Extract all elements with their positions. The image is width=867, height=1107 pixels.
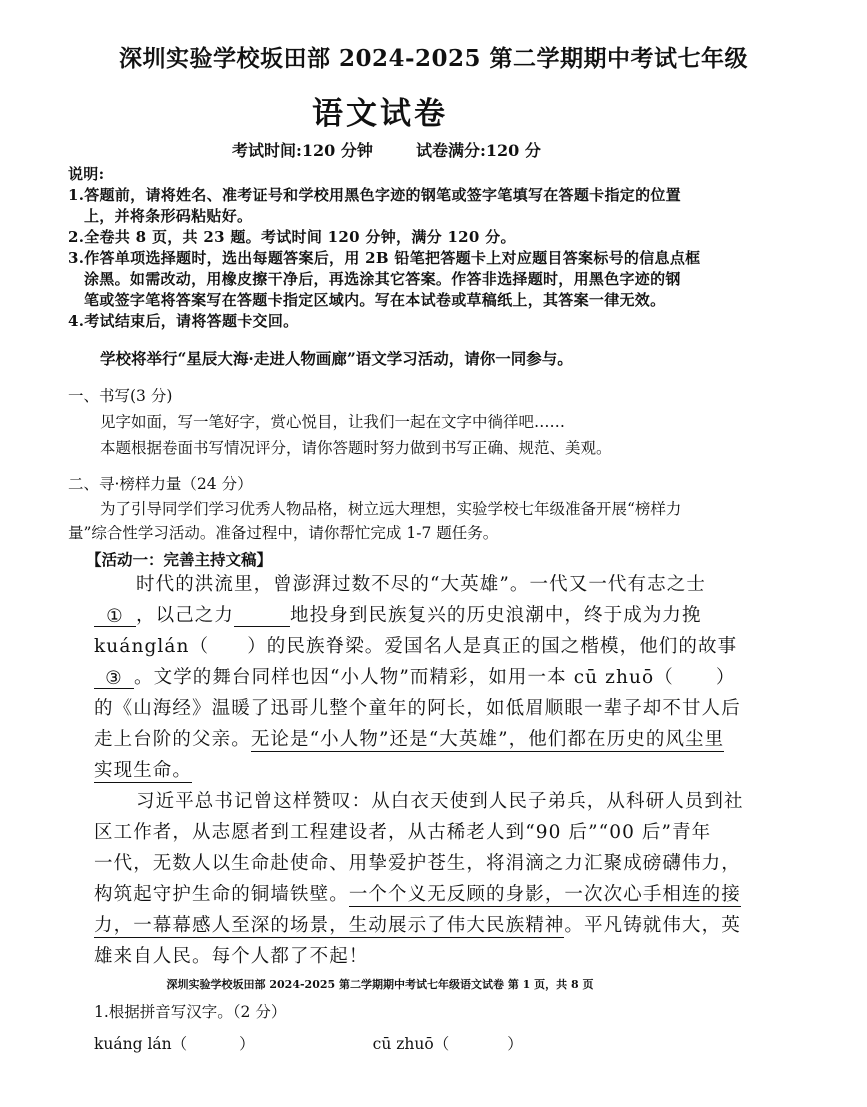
blank-2 (234, 606, 290, 627)
essay-line: 习近平总书记曾这样赞叹：从白衣天使到人民子弟兵，从科研人员到社 (136, 791, 744, 812)
instruction-line: 2.全卷共 8 页，共 23 题。考试时间 120 分钟，满分 120 分。 (68, 228, 516, 246)
instruction-line: 上，并将条形码粘贴好。 (84, 207, 253, 225)
page-footer: 深圳实验学校坂田部 2024-2025 第二学期期中考试七年级语文试卷 第 1 页，共 8 页 (166, 978, 594, 991)
essay-line: 雄来自人民。每个人都了不起！ (94, 946, 369, 967)
instruction-line: 涂黑。如需改动，用橡皮擦干净后，再选涂其它答案。作答非选择题时，用黑色字迹的钢 (84, 270, 681, 288)
answer-field-kuanglan[interactable]: kuáng lán（ ） (94, 1035, 255, 1053)
exam-title: 深圳实验学校坂田部 2024-2025 第二学期期中考试七年级 (118, 45, 749, 72)
essay-line: 时代的洪流里，曾澎湃过数不尽的“大英雄”。一代又一代有志之士 (136, 574, 706, 595)
underlined-sentence: 无论是“小人物”还是“大英雄”，他们都在历史的风尘里 (250, 729, 725, 750)
essay-line: ③ 。文学的舞台同样也因“小人物”而精彩，如用一本 cū zhuō（ ） (94, 663, 735, 689)
essay-line: 力，一幕幕感人至深的场景，生动展示了伟大民族精神。平凡铸就伟大，英 (94, 915, 741, 936)
underlined-sentence: 一个个义无反顾的身影，一次次心手相连的接 (348, 884, 741, 905)
section2-line: 量”综合性学习活动。准备过程中，请你帮忙完成 1-7 题任务。 (68, 524, 499, 542)
instruction-line: 3.作答单项选择题时，选出每题答案后，用 2B 铅笔把答题卡上对应题目答案标号的信息点框 (68, 249, 701, 267)
activity-intro: 学校将举行“星辰大海·走进人物画廊”语文学习活动，请你一同参与。 (100, 349, 573, 368)
section2-line: 为了引导同学们学习优秀人物品格，树立远大理想，实验学校七年级准备开展“榜样力 (100, 500, 682, 518)
exam-time: 考试时间:120 分钟 (232, 141, 373, 160)
instruction-line: 笔或签字笔将答案写在答题卡指定区域内。写在本试卷或草稿纸上，其答案一律无效。 (84, 291, 666, 309)
essay-line: 构筑起守护生命的铜墙铁壁。一个个义无反顾的身影，一次次心手相连的接 (94, 884, 741, 905)
underlined-sentence: 实现生命。 (94, 760, 193, 781)
instructions-heading: 说明: (68, 165, 105, 183)
underlined-sentence: 力，一幕幕感人至深的场景，生动展示了伟大民族精神 (94, 915, 565, 936)
essay-line: 的《山海经》温暖了迅哥儿整个童年的阿长，如低眉顺眼一辈子却不甘人后 (94, 698, 741, 719)
section1-line: 见字如面，写一笔好字，赏心悦目，让我们一起在文字中徜徉吧…… (100, 413, 566, 431)
pinyin-kuanglan: kuánglán（ (94, 636, 210, 657)
essay-line (94, 756, 192, 782)
section2-heading: 二、寻·榜样力量（24 分） (68, 475, 253, 493)
essay-line: 区工作者，从志愿者到工程建设者，从古稀老人到“90 后”“00 后”青年 (94, 822, 712, 843)
essay-line: 走上台阶的父亲。无论是“小人物”还是“大英雄”，他们都在历史的风尘里 (94, 729, 725, 750)
section1-heading: 一、书写(3 分) (68, 387, 173, 405)
question-1-answers (94, 1032, 523, 1054)
section1-line: 本题根据卷面书写情况评分，请你答题时努力做到书写正确、规范、美观。 (100, 439, 612, 457)
question-1-prompt: 1.根据拼音写汉字。（2 分） (94, 1003, 287, 1021)
subject-title: 语文试卷 (312, 96, 448, 132)
answer-field-cuzhuo[interactable]: cū zhuō（ ） (372, 1035, 523, 1053)
essay-line: 一代，无数人以生命赴使命、用挚爱护苍生，将涓滴之力汇聚成磅礴伟力， (94, 853, 741, 874)
exam-score: 试卷满分:120 分 (416, 141, 541, 160)
activity-one-label: 【活动一：完善主持文稿】 (86, 550, 273, 569)
essay-line: kuánglán（ ）的民族脊梁。爱国名人是真正的国之楷模，他们的故事 (94, 636, 738, 657)
essay-line: ① ，以己之力 地投身到民族复兴的历史浪潮中，终于成为力挽 (94, 601, 702, 627)
blank-3: ③ (94, 668, 134, 689)
blank-1: ① (94, 606, 136, 627)
instruction-line: 4.考试结束后，请将答题卡交回。 (68, 312, 299, 330)
instruction-line: 1.答题前，请将姓名、准考证号和学校用黑色字迹的钢笔或签字笔填写在答题卡指定的位置 (68, 186, 681, 204)
